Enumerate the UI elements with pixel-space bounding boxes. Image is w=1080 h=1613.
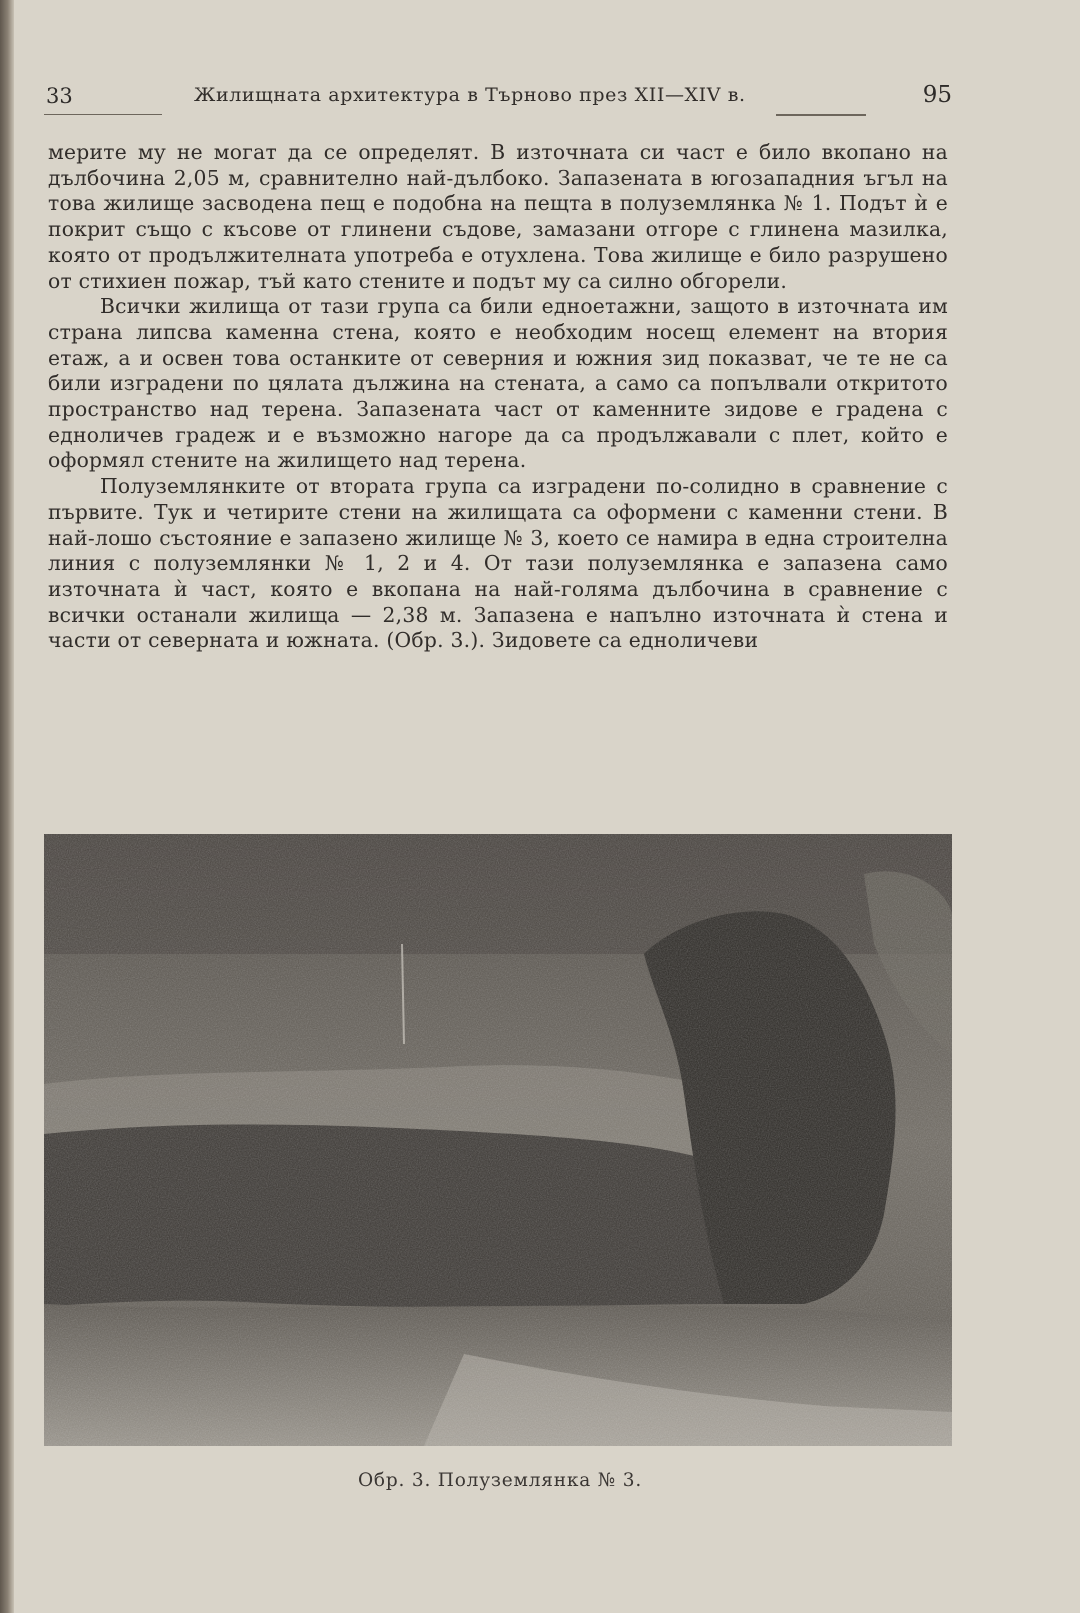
- figure-photo: [44, 834, 952, 1446]
- page-header: [44, 78, 952, 118]
- body-text: [48, 140, 948, 654]
- photo-image: [44, 834, 952, 1446]
- page-binding-edge: [0, 0, 14, 1613]
- page-number-right: 95: [922, 82, 952, 108]
- paragraph-1: мерите му не могат да се определят. В източната си част е било вкопано на дълбочина 2,05 м, сравнително най-дълбоко. Запазената в югозападния ъгъл на това жилище засводена пещ е подобна на пещта в полуземлянка № 1. Подът ѝ е покрит също с късове от глинени съдове, замазани отгоре с глинена мазилка, която от продължителната употреба е отухлена. Това жилище е било разрушено от стихиен пожар, тъй като стените и подът му са силно обгорели.: [48, 140, 948, 293]
- page-number-left: 33: [46, 84, 73, 108]
- paragraph-2: Всички жилища от тази група са били едноетажни, защото в източната им страна липсва каменна стена, която е необходим носещ елемент на втория етаж, а и освен това останките от северния и южния зид показват, че те не са били изградени по цялата дължина на стената, а само са попълвали откритото пространство над терена. Запазената част от каменните зидове е градена с едноличев градеж и е възможно нагоре да са продължавали с плет, който е оформял стените на жилището над терена.: [48, 294, 948, 473]
- running-title: Жилищната архитектура в Търново през XII—XIV в.: [194, 84, 746, 106]
- header-rule-left: [44, 114, 162, 115]
- paragraph-3: Полуземлянките от втората група са изградени по-солидно в сравнение с първите. Тук и четирите стени на жилищата са оформени с каменни стени. В най-лошо състояние е запазено жилище № 3, което се намира в една строителна линия с полуземлянки № 1, 2 и 4. От тази полуземлянка е запазена само източната ѝ част, която е вкопана на най-голяма дълбочина в сравнение с всички останали жилища — 2,38 м. Запазена е напълно източната ѝ стена и части от северната и южната. (Обр. 3.). Зидовете са едноличеви: [48, 474, 948, 653]
- header-rule-right: [776, 114, 866, 116]
- photo-grain: [44, 834, 952, 1446]
- figure-caption: Обр. 3. Полуземлянка № 3.: [357, 1470, 643, 1491]
